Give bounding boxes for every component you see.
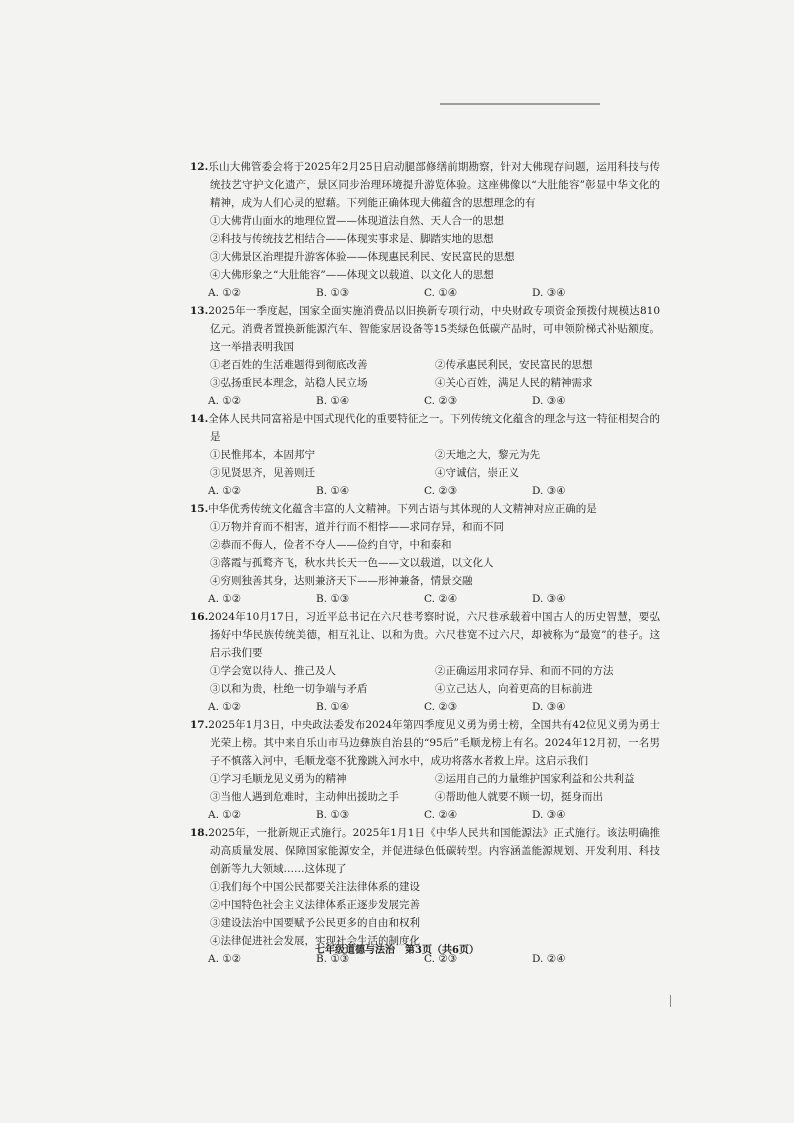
option-line: ②正确运用求同存异、和而不同的方法 bbox=[435, 665, 614, 677]
question-number: 14. bbox=[190, 413, 209, 425]
option-line: ②天地之大，黎元为先 bbox=[435, 449, 540, 461]
choice-c: C. ②④ bbox=[424, 809, 458, 821]
option-line: ③当他人遇到危难时，主动伸出援助之手 bbox=[210, 791, 399, 803]
option-line: ①民惟邦本，本固邦宁 bbox=[210, 449, 315, 461]
option-line: ①我们每个中国公民都要关注法律体系的建设 bbox=[210, 881, 420, 893]
option-line: ④穷则独善其身，达则兼济天下——形神兼备，情景交融 bbox=[210, 575, 473, 587]
option-line: ④守诚信，崇正义 bbox=[435, 467, 519, 479]
answer-choices bbox=[190, 284, 660, 302]
choice-b: B. ①③ bbox=[316, 287, 350, 299]
choice-d: D. ③④ bbox=[532, 485, 566, 497]
answer-choices bbox=[190, 806, 660, 824]
option-line: ①老百姓的生活难题得到彻底改善 bbox=[210, 359, 368, 371]
option-line: ③建设法治中国要赋予公民更多的自由和权利 bbox=[210, 917, 420, 929]
question-number: 18. bbox=[190, 827, 209, 839]
option-line: ④立己达人，向着更高的目标前进 bbox=[435, 683, 593, 695]
choice-c: C. ②③ bbox=[424, 485, 458, 497]
choice-b: B. ①③ bbox=[316, 953, 350, 965]
question-14 bbox=[190, 410, 660, 500]
option-line: ④法律促进社会发展，实现社会生活的制度化 bbox=[210, 935, 420, 947]
answer-choices bbox=[190, 698, 660, 716]
choice-a: A. ①② bbox=[208, 809, 242, 821]
question-15 bbox=[190, 500, 660, 608]
option-line: ④大佛形象之“大肚能容”——体现文以载道、以文化人的思想 bbox=[210, 269, 494, 281]
choice-d: D. ③④ bbox=[532, 395, 566, 407]
question-list bbox=[190, 158, 660, 968]
option-line: ③见贤思齐，见善则迁 bbox=[210, 467, 315, 479]
choice-d: D. ③④ bbox=[532, 701, 566, 713]
option-line: ②科技与传统技艺相结合——体现实事求是、脚踏实地的思想 bbox=[210, 233, 494, 245]
choice-a: A. ①② bbox=[208, 395, 242, 407]
choice-d: D. ②④ bbox=[532, 953, 566, 965]
page-footer: 七年级道德与法治 第3页（共6页） bbox=[315, 945, 479, 956]
choice-b: B. ①④ bbox=[316, 395, 350, 407]
question-number: 16. bbox=[190, 611, 209, 623]
question-stem: 全体人民共同富裕是中国式现代化的重要特征之一。下列传统文化蕴含的理念与这一特征相契合的是 bbox=[208, 413, 660, 443]
question-number: 12. bbox=[190, 161, 209, 173]
option-line: ④帮助他人就要不顾一切，挺身而出 bbox=[435, 791, 603, 803]
choice-c: C. ②③ bbox=[424, 395, 458, 407]
choice-c: C. ②③ bbox=[424, 701, 458, 713]
option-line: ③落霞与孤鹜齐飞，秋水共长天一色——文以载道，以文化人 bbox=[210, 557, 494, 569]
choice-a: A. ①② bbox=[208, 701, 242, 713]
choice-d: D. ③④ bbox=[532, 287, 566, 299]
option-line: ②恭而不侮人，俭者不夺人——俭约自守，中和泰和 bbox=[210, 539, 452, 551]
option-line: ②运用自己的力量维护国家利益和公共利益 bbox=[435, 773, 635, 785]
choice-c: C. ②③ bbox=[424, 953, 458, 965]
question-stem: 2025年一季度起，国家全面实施消费品以旧换新专项行动，中央财政专项资金预拨付规模达810亿元。消费者置换新能源汽车、智能家居设备等15类绿色低碳产品时，可申领阶梯式补贴额度。这一举措表明我国 bbox=[208, 305, 660, 353]
option-line: ①万物并育而不相害，道并行而不相悖——求同存异，和而不同 bbox=[210, 521, 504, 533]
choice-a: A. ①② bbox=[208, 485, 242, 497]
choice-b: B. ①③ bbox=[316, 593, 350, 605]
scan-mark bbox=[670, 995, 671, 1007]
choice-c: C. ②④ bbox=[424, 593, 458, 605]
option-line: ①学习毛顺龙见义勇为的精神 bbox=[210, 773, 347, 785]
question-stem: 2025年1月3日，中央政法委发布2024年第四季度见义勇为勇士榜，全国共有42位见义勇为勇士光荣上榜。其中来自乐山市马边彝族自治县的“95后”毛顺龙榜上有名。2024年12月初，一名男子不慎落入河中，毛顺龙毫不犹豫跳入河水中，成功将落水者救上岸。这启示我们 bbox=[208, 719, 660, 767]
question-17 bbox=[190, 716, 660, 824]
option-line: ④关心百姓，满足人民的精神需求 bbox=[435, 377, 593, 389]
answer-choices bbox=[190, 392, 660, 410]
question-stem: 2025年，一批新规正式施行。2025年1月1日《中华人民共和国能源法》正式施行。该法明确推动高质量发展、保障国家能源安全，并促进绿色低碳转型。内容涵盖能源规划、开发利用、科技创新等九大领域……这体现了 bbox=[208, 827, 660, 875]
option-line: ③以和为贵，杜绝一切争端与矛盾 bbox=[210, 683, 368, 695]
choice-b: B. ①④ bbox=[316, 485, 350, 497]
question-stem: 2024年10月17日，习近平总书记在六尺巷考察时说，六尺巷承载着中国古人的历史智慧，要弘扬好中华民族传统美德，相互礼让、以和为贵。六尺巷宽不过六尺，却被称为“最宽”的巷子。这启示我们要 bbox=[208, 611, 660, 659]
option-line: ③弘扬重民本理念，站稳人民立场 bbox=[210, 377, 368, 389]
question-number: 13. bbox=[190, 305, 209, 317]
question-number: 17. bbox=[190, 719, 209, 731]
choice-b: B. ①③ bbox=[316, 809, 350, 821]
choice-a: A. ①② bbox=[208, 593, 242, 605]
choice-d: D. ③④ bbox=[532, 593, 566, 605]
option-line: ②传承惠民利民，安民富民的思想 bbox=[435, 359, 593, 371]
choice-b: B. ①④ bbox=[316, 701, 350, 713]
question-12 bbox=[190, 158, 660, 302]
option-line: ②中国特色社会主义法律体系正逐步发展完善 bbox=[210, 899, 420, 911]
answer-choices bbox=[190, 590, 660, 608]
option-line: ①大佛背山面水的地理位置——体现道法自然、天人合一的思想 bbox=[210, 215, 504, 227]
question-16 bbox=[190, 608, 660, 716]
option-line: ①学会宽以待人、推己及人 bbox=[210, 665, 336, 677]
question-stem: 乐山大佛管委会将于2025年2月25日启动腿部修缮前期勘察，针对大佛现存问题，运用科技与传统技艺守护文化遗产，景区同步治理环境提升游览体验。这座佛像以“大肚能容”彰显中华文化的精神，成为人们心灵的慰藉。下列能正确体现大佛蕴含的思想理念的有 bbox=[208, 161, 660, 209]
answer-choices bbox=[190, 482, 660, 500]
question-stem: 中华优秀传统文化蕴含丰富的人文精神。下列古语与其体现的人文精神对应正确的是 bbox=[208, 503, 597, 515]
question-13 bbox=[190, 302, 660, 410]
choice-a: A. ①② bbox=[208, 953, 242, 965]
choice-c: C. ①④ bbox=[424, 287, 458, 299]
choice-d: D. ③④ bbox=[532, 809, 566, 821]
option-line: ③大佛景区治理提升游客体验——体现惠民利民、安民富民的思想 bbox=[210, 251, 515, 263]
scan-line-top bbox=[440, 103, 600, 105]
choice-a: A. ①② bbox=[208, 287, 242, 299]
question-number: 15. bbox=[190, 503, 209, 515]
